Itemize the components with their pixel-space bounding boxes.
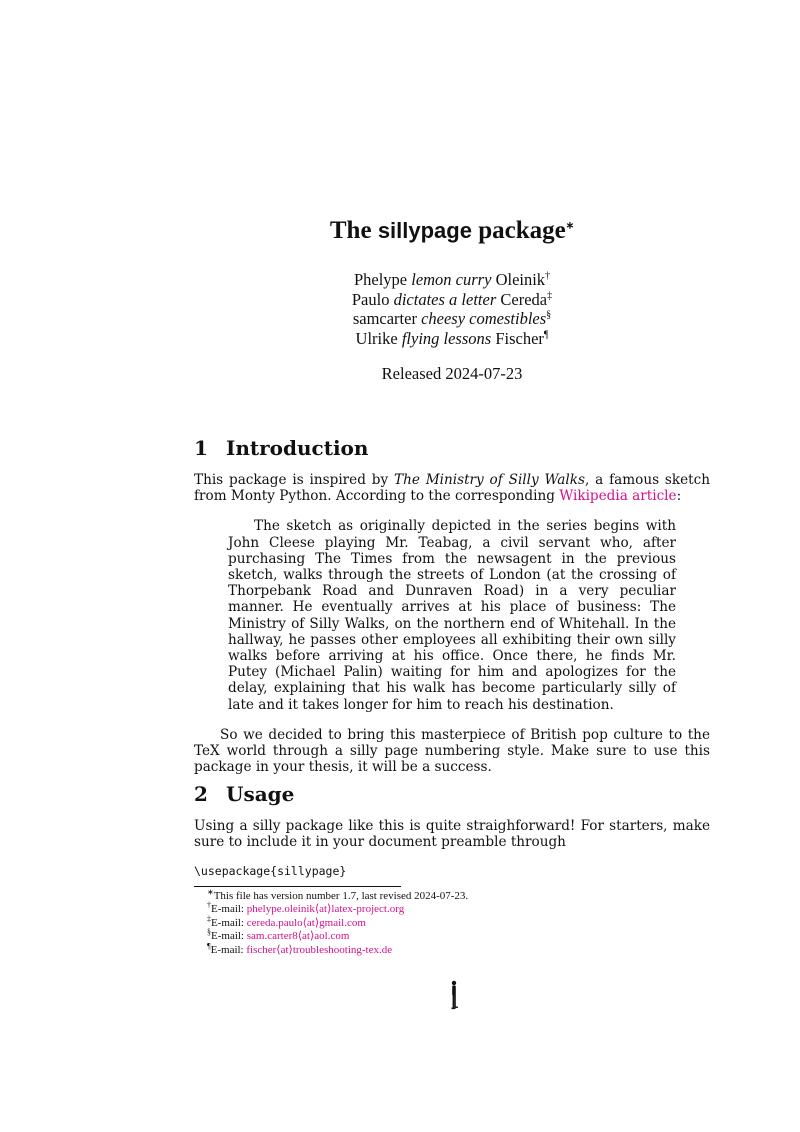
section-usage	[194, 782, 710, 878]
block-quote: The sketch as originally depicted in the series begins with John Cleese playing Mr. Teabag, a civil servant who, after purchasing The Times from the newsagent in the previous sketch, walks through the streets of London (at the crossing of Thorpebank Road and Dunraven Road) in a very peculiar manner. He eventually arrives at his place of business: The Ministry of Silly Walks, on the northern end of Whitehall. In the hallway, he passes other employees all exhibiting their own silly walks before arriving at his office. Once there, he finds Mr. Putey (Michael Palin) waiting for him and apologizes for the delay, explaining that his walk has become particularly silly of late and it takes longer for him to reach his destination.	[228, 518, 676, 713]
footnote: ‡E-mail: cereda.paulo⟨at⟩gmail.com	[207, 914, 366, 929]
wikipedia-link[interactable]: Wikipedia article	[559, 488, 677, 505]
footnote: ∗This file has version number 1.7, last revised 2024-07-23.	[207, 887, 469, 902]
footnote: ¶E-mail: fischer⟨at⟩troubleshooting-tex.de	[207, 940, 393, 956]
intro-paragraph-2: So we decided to bring this masterpiece of British pop culture to the TeX world through a silly page numbering style. Make sure to use this package in your thesis, it will be a success.	[194, 726, 710, 776]
usage-paragraph: Using a silly package like this is quite straighforward! For starters, make sure to include it in your document preamble through	[194, 818, 710, 851]
section-heading: 1 Introduction	[194, 436, 369, 460]
author-line: Phelype lemon curry Oleinik†	[353, 270, 551, 289]
email-link[interactable]: fischer⟨at⟩troubleshooting-tex.de	[246, 943, 393, 956]
title-block	[194, 214, 710, 384]
release-date: Released 2024-07-23	[381, 364, 523, 383]
email-link[interactable]: phelype.oleinik⟨at⟩latex-project.org	[246, 903, 405, 916]
code-snippet: \usepackage{sillypage}	[194, 864, 347, 879]
title-footnote-mark: ∗	[565, 220, 575, 232]
section-introduction	[194, 436, 710, 775]
intro-paragraph: This package is inspired by The Ministry of Silly Walks, a famous sketch from Monty Python. According to the corresponding Wikipedia article:	[194, 472, 711, 505]
footnote: §E-mail: sam.carter8⟨at⟩aol.com	[207, 927, 350, 943]
author-line: samcarter cheesy comestibles§	[352, 309, 552, 328]
author-line: Ulrike flying lessons Fischer¶	[355, 328, 549, 348]
author-line: Paulo dictates a letter Cereda‡	[351, 289, 553, 309]
email-link[interactable]: sam.carter8⟨at⟩aol.com	[246, 930, 350, 943]
author-list	[194, 270, 710, 348]
footnote: †E-mail: phelype.oleinik⟨at⟩latex-project.org	[207, 900, 405, 916]
footnotes	[207, 887, 707, 957]
section-heading: 2 Usage	[194, 782, 295, 806]
silly-walker-icon	[448, 980, 460, 1010]
email-link[interactable]: cereda.paulo⟨at⟩gmail.com	[246, 916, 366, 929]
document-title: The sillypage package∗	[329, 217, 575, 244]
package-name: sillypage	[377, 218, 472, 243]
footnote-rule	[194, 886, 401, 887]
